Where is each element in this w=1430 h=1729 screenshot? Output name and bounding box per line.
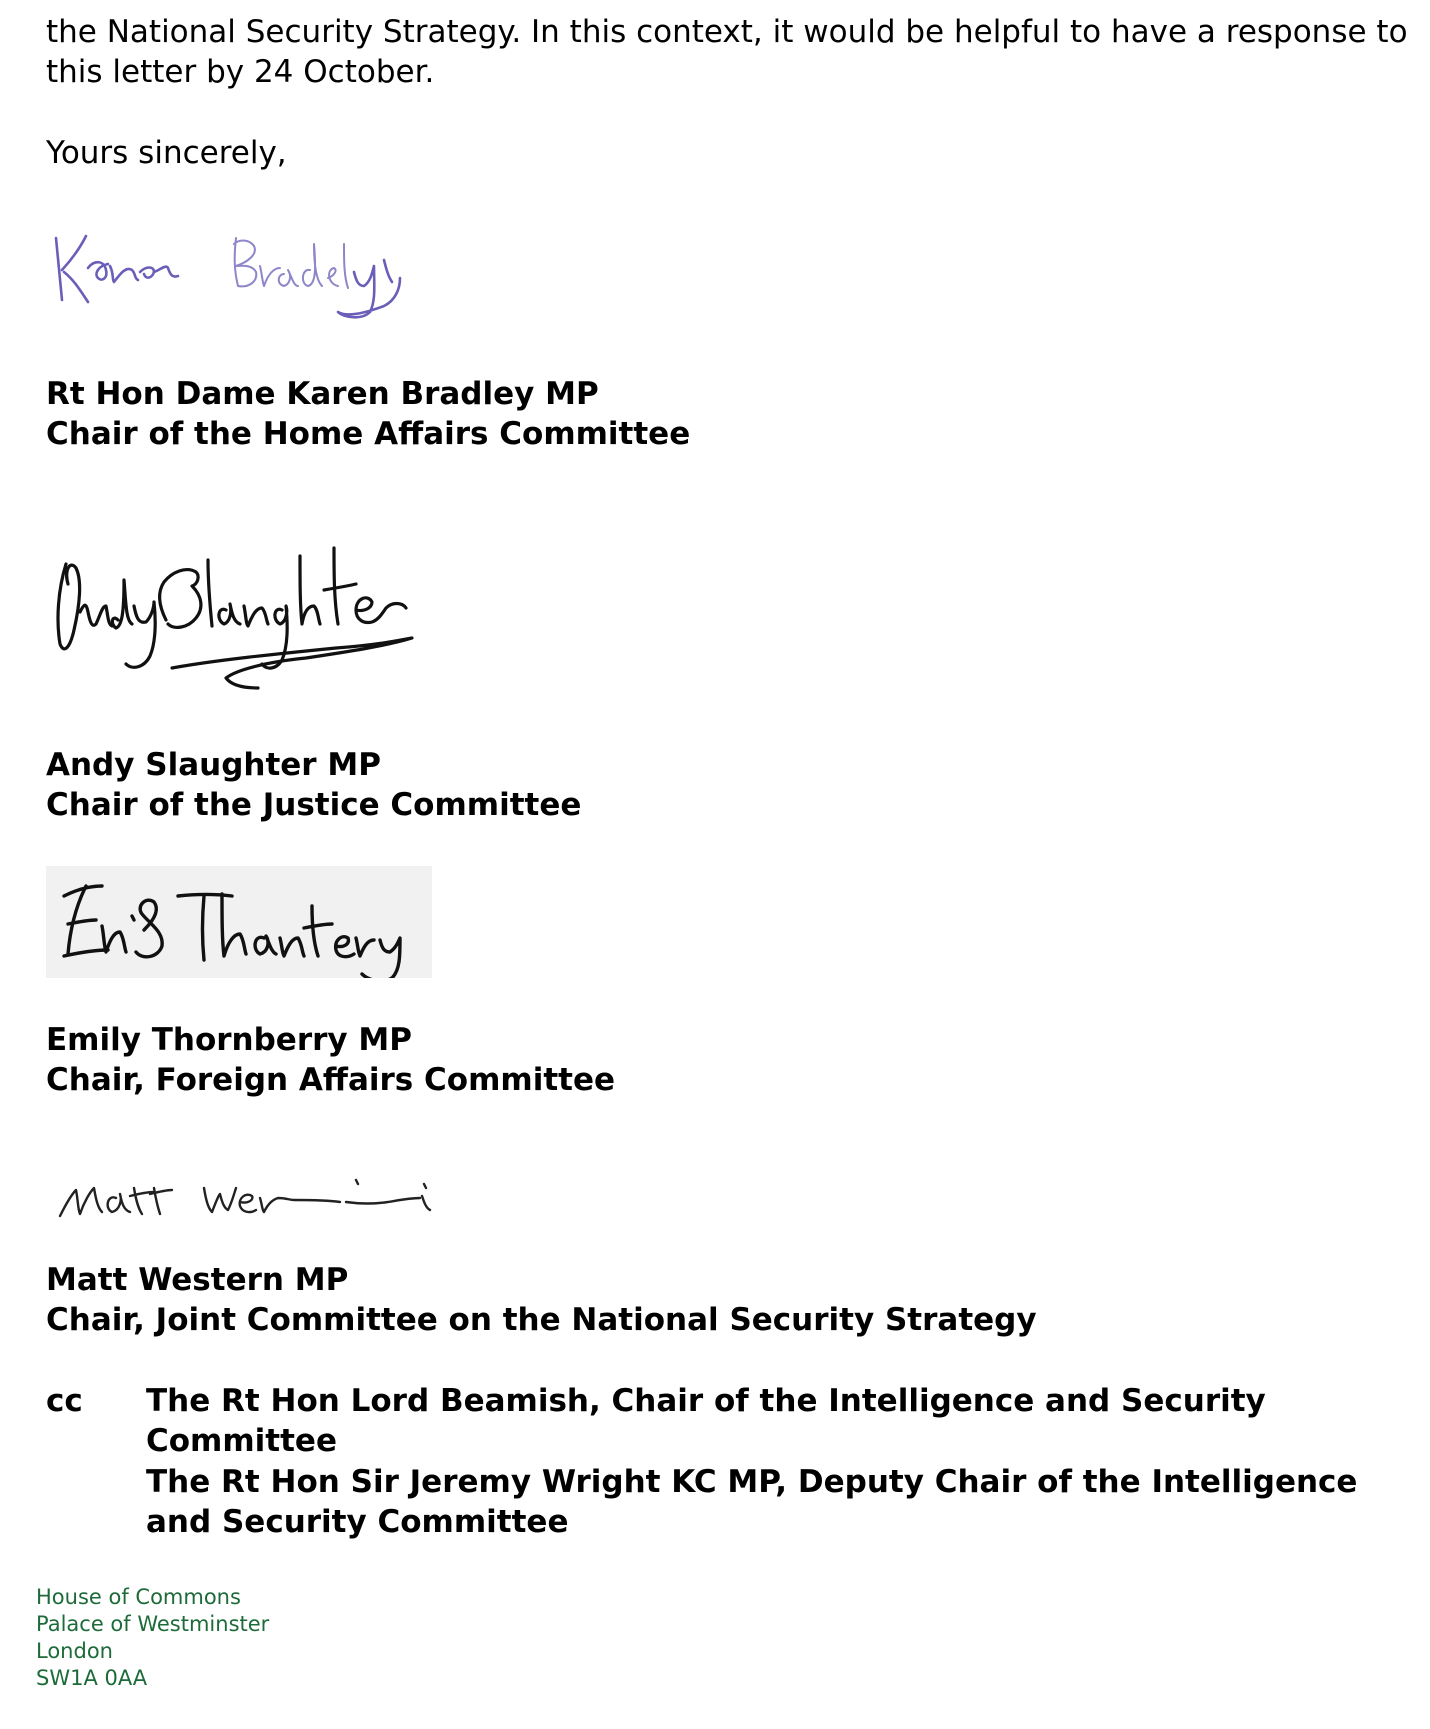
- cc-line-3: The Rt Hon Sir Jeremy Wright KC MP, Deputy Chair of the Intelligence: [146, 1464, 1358, 1500]
- signature-karen-bradley: [48, 208, 448, 333]
- signatory-2-name: Andy Slaughter MP: [46, 747, 381, 783]
- cc-label: cc: [46, 1383, 83, 1419]
- footer-address-line-2: Palace of Westminster: [36, 1612, 270, 1636]
- sign-off: Yours sincerely,: [46, 135, 287, 171]
- closing-paragraph-line-2: this letter by 24 October.: [46, 54, 435, 90]
- signatory-1-name: Rt Hon Dame Karen Bradley MP: [46, 376, 599, 412]
- footer-address-line-1: House of Commons: [36, 1585, 241, 1609]
- signature-matt-western: [50, 1158, 450, 1228]
- signatory-1-role: Chair of the Home Affairs Committee: [46, 416, 691, 452]
- signatory-3-name: Emily Thornberry MP: [46, 1022, 412, 1058]
- signature-andy-slaughter: [46, 520, 426, 706]
- cc-line-2: Committee: [146, 1423, 337, 1459]
- cc-line-1: The Rt Hon Lord Beamish, Chair of the Intelligence and Security: [146, 1383, 1266, 1419]
- footer-address-line-3: London: [36, 1639, 113, 1663]
- cc-line-4: and Security Committee: [146, 1504, 569, 1540]
- closing-paragraph-line-1: the National Security Strategy. In this context, it would be helpful to have a response to: [46, 14, 1408, 50]
- signatory-2-role: Chair of the Justice Committee: [46, 787, 582, 823]
- signatory-4-name: Matt Western MP: [46, 1262, 349, 1298]
- footer-address-line-4: SW1A 0AA: [36, 1666, 148, 1690]
- signatory-4-role: Chair, Joint Committee on the National Security Strategy: [46, 1302, 1037, 1338]
- signatory-3-role: Chair, Foreign Affairs Committee: [46, 1062, 616, 1098]
- signature-emily-thornberry: [46, 866, 432, 978]
- footer-address: [36, 1584, 269, 1692]
